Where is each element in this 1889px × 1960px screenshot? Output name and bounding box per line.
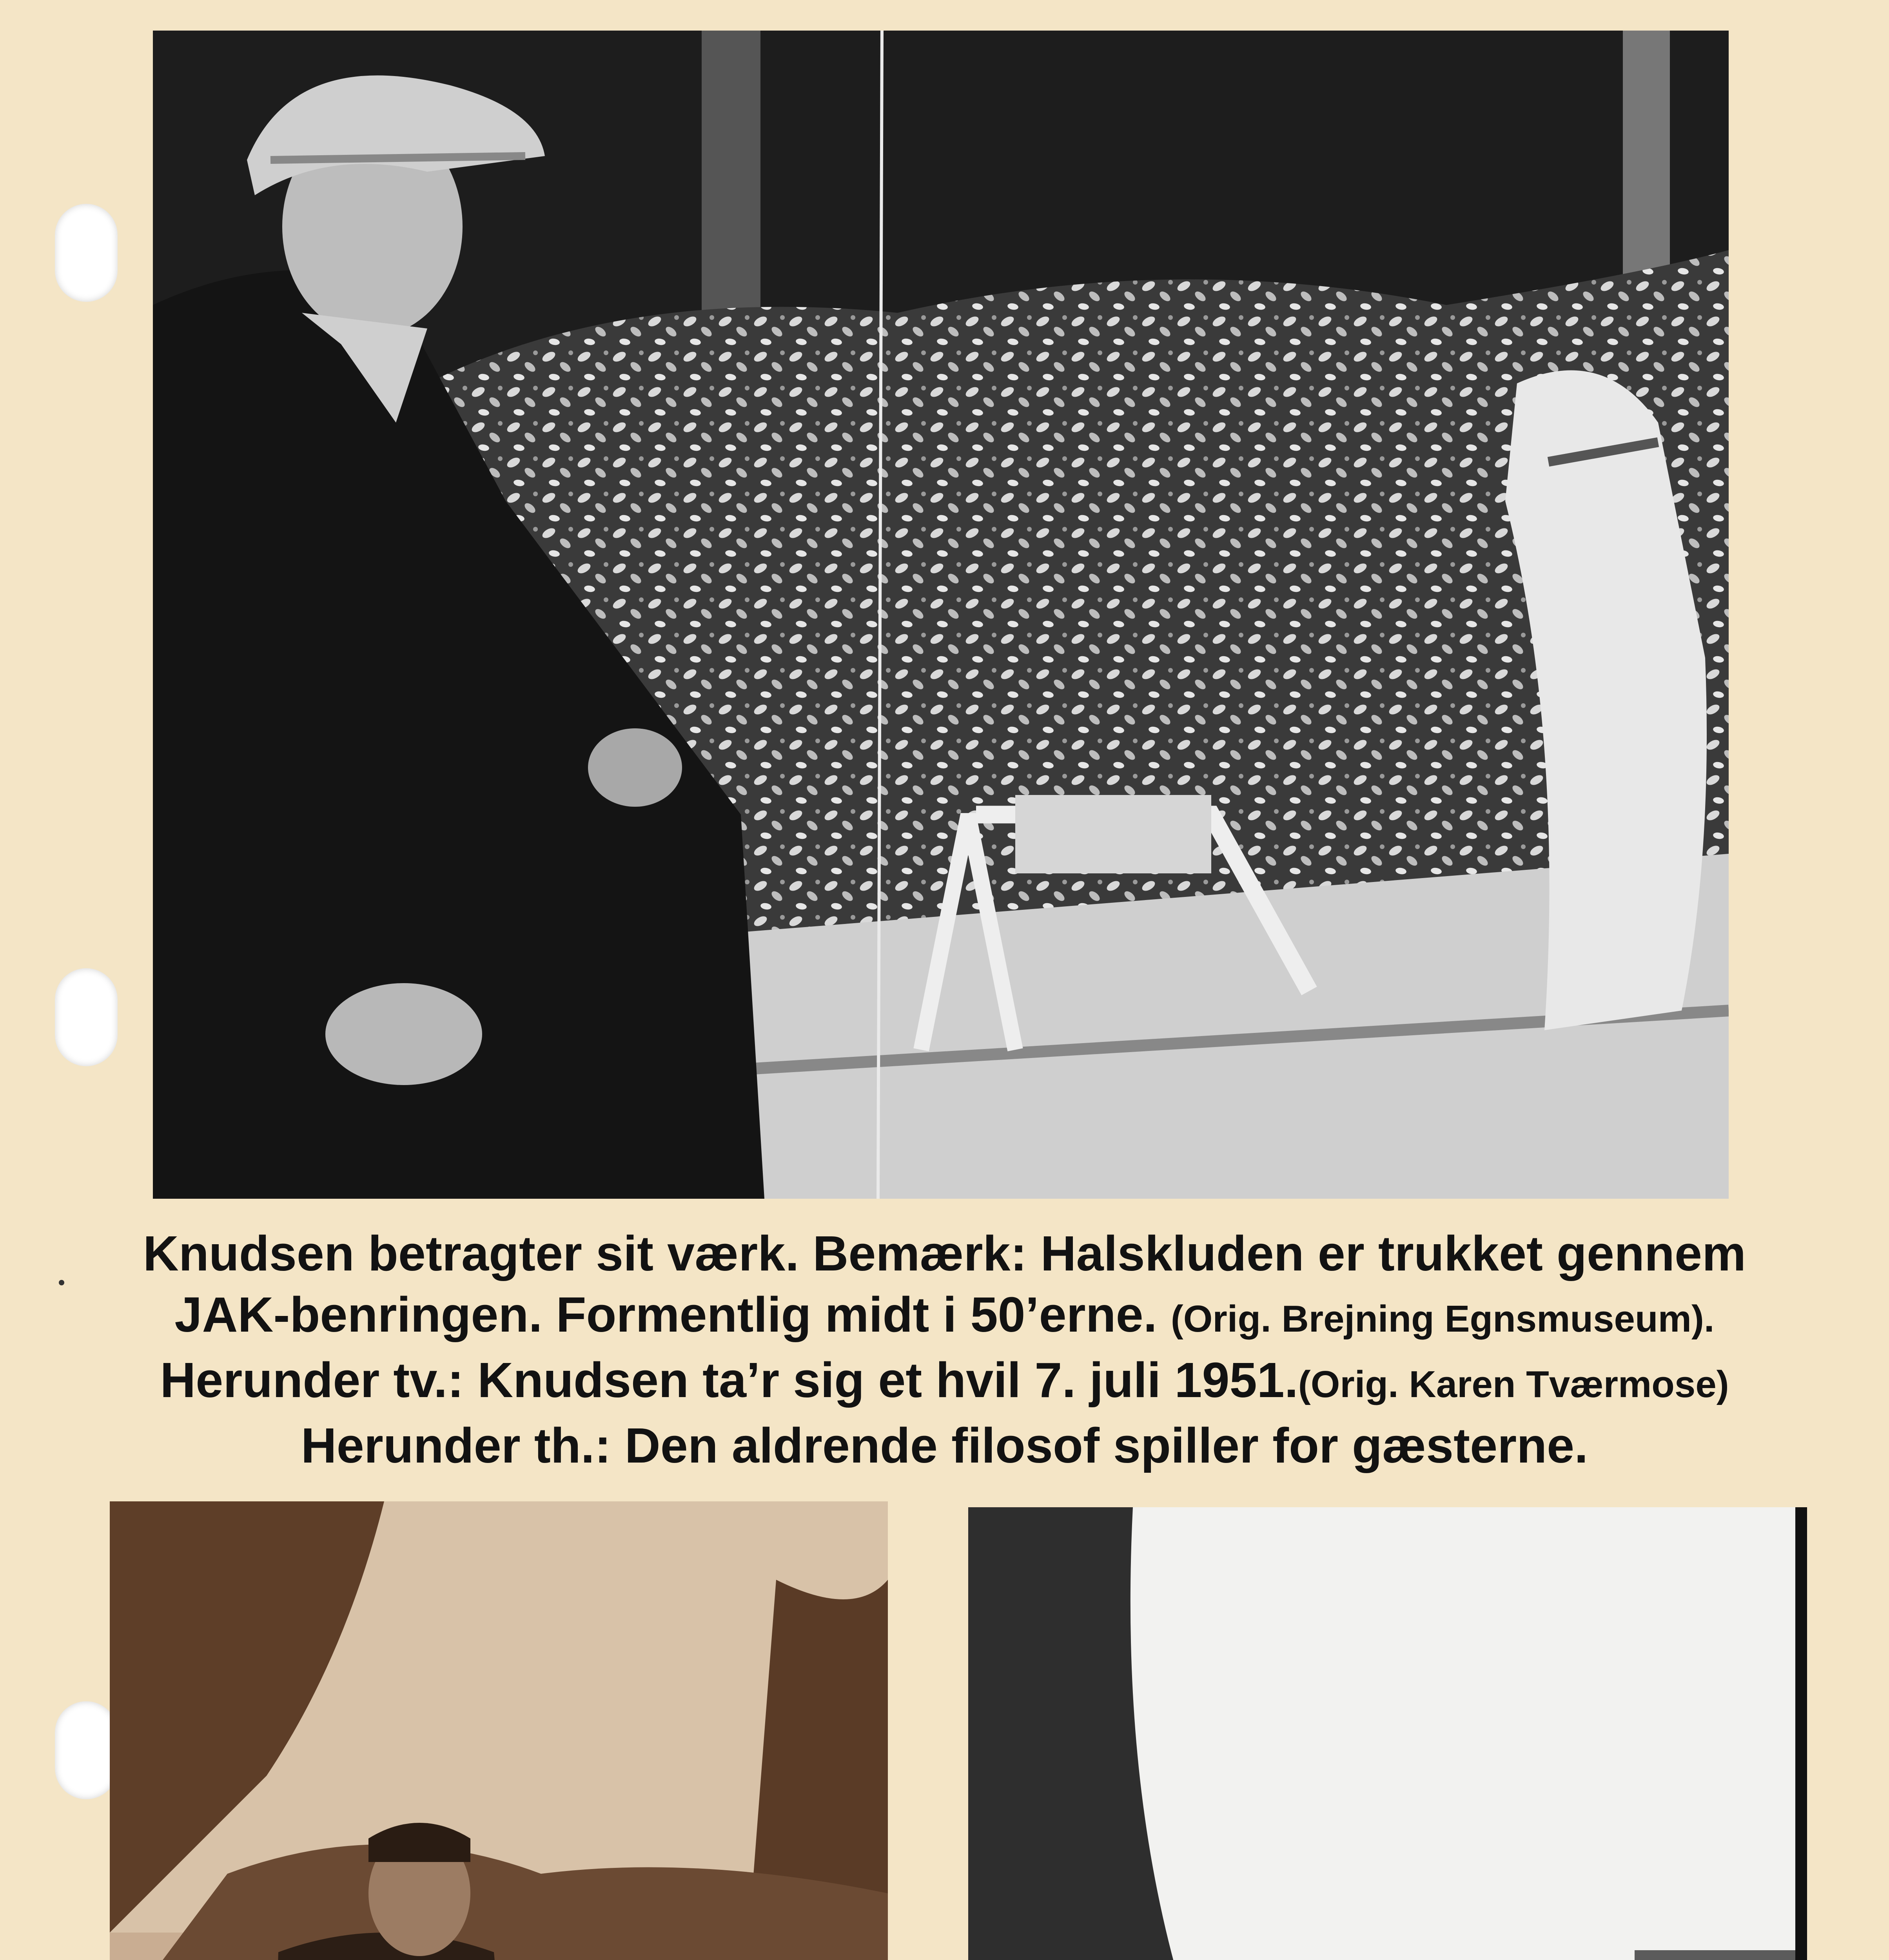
caption-line-2-source: (Orig. Brejning Egnsmuseum). [1170, 1298, 1715, 1340]
photo-philosopher-playing [968, 1507, 1807, 1960]
photo-knudsen-with-sculpture-image [153, 31, 1729, 1199]
caption-line-2 [0, 1284, 1889, 1350]
punch-hole-3 [55, 1701, 118, 1799]
caption-line-3-source: (Orig. Karen Tværmose) [1298, 1363, 1729, 1405]
punch-hole-2 [55, 968, 118, 1066]
caption-line-3-text: Herunder tv.: Knudsen ta’r sig et hvil 7. juli 1951. [160, 1352, 1298, 1408]
caption-line-3 [0, 1350, 1889, 1415]
photo-caption [0, 1223, 1889, 1476]
photo-knudsen-resting [110, 1501, 888, 1960]
caption-line-1: Knudsen betragter sit værk. Bemærk: Halskluden er trukket gennem [143, 1226, 1746, 1281]
caption-line-4: Herunder th.: Den aldrende filosof spiller for gæsterne. [301, 1418, 1588, 1473]
caption-line-2-text: JAK-benringen. Formentlig midt i 50’erne. [174, 1287, 1157, 1342]
punch-hole-1 [55, 204, 118, 302]
photo-knudsen-resting-image [110, 1501, 888, 1960]
photo-knudsen-with-sculpture [153, 31, 1729, 1199]
photo-philosopher-playing-image [968, 1507, 1807, 1960]
